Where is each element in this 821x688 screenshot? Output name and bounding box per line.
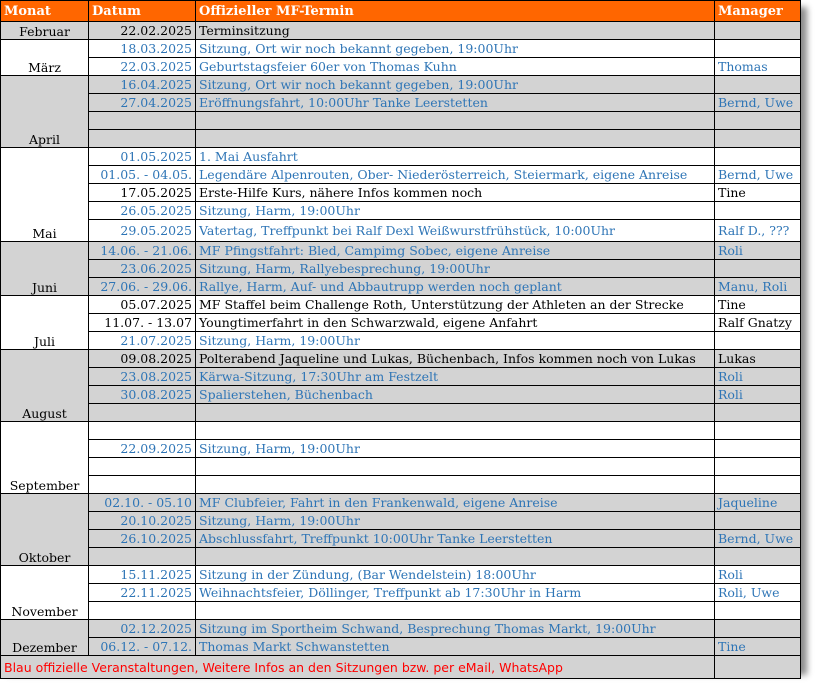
footer-row xyxy=(1,656,801,679)
date-cell: 30.08.2025 xyxy=(89,386,196,404)
event-cell: 1. Mai Ausfahrt xyxy=(196,148,715,166)
manager-cell: Manu, Roli xyxy=(715,278,801,296)
header-row xyxy=(1,1,801,22)
schedule-body xyxy=(1,22,801,656)
manager-cell xyxy=(715,202,801,220)
date-cell: 21.07.2025 xyxy=(89,332,196,350)
event-cell: Thomas Markt Schwanstetten xyxy=(196,638,715,656)
month-cell: Oktober xyxy=(1,494,89,566)
manager-cell: Bernd, Uwe xyxy=(715,530,801,548)
manager-cell: Ralf Gnatzy xyxy=(715,314,801,332)
manager-cell xyxy=(715,260,801,278)
event-row xyxy=(1,148,801,166)
event-cell xyxy=(196,112,715,130)
manager-cell: Roli xyxy=(715,368,801,386)
month-cell: November xyxy=(1,566,89,620)
month-cell: Dezember xyxy=(1,620,89,656)
date-cell xyxy=(89,476,196,494)
manager-cell: Ralf D., ??? xyxy=(715,220,801,242)
manager-cell xyxy=(715,458,801,476)
event-cell: Sitzung, Ort wir noch bekannt gegeben, 19:00Uhr xyxy=(196,76,715,94)
date-cell: 14.06. - 21.06. xyxy=(89,242,196,260)
date-cell: 22.09.2025 xyxy=(89,440,196,458)
manager-cell: Roli, Uwe xyxy=(715,584,801,602)
event-row xyxy=(1,602,801,620)
date-cell xyxy=(89,422,196,440)
date-cell: 01.05.2025 xyxy=(89,148,196,166)
date-cell: 26.05.2025 xyxy=(89,202,196,220)
event-row xyxy=(1,404,801,422)
event-cell: Geburtstagsfeier 60er von Thomas Kuhn xyxy=(196,58,715,76)
event-row xyxy=(1,278,801,296)
manager-cell xyxy=(715,548,801,566)
event-row xyxy=(1,332,801,350)
event-cell: Eröffnungsfahrt, 10:00Uhr Tanke Leerstetten xyxy=(196,94,715,112)
event-row xyxy=(1,638,801,656)
event-row xyxy=(1,22,801,40)
date-cell: 27.04.2025 xyxy=(89,94,196,112)
header-termin: Offizieller MF-Termin xyxy=(196,1,715,22)
event-row xyxy=(1,512,801,530)
event-cell xyxy=(196,476,715,494)
event-cell: Sitzung, Harm, 19:00Uhr xyxy=(196,440,715,458)
manager-cell: Bernd, Uwe xyxy=(715,166,801,184)
manager-cell: Jaqueline xyxy=(715,494,801,512)
manager-cell: Bernd, Uwe xyxy=(715,94,801,112)
event-cell: Rallye, Harm, Auf- und Abbautrupp werden noch geplant xyxy=(196,278,715,296)
event-row xyxy=(1,242,801,260)
manager-cell: Tine xyxy=(715,184,801,202)
event-row xyxy=(1,386,801,404)
month-cell: Mai xyxy=(1,148,89,242)
manager-cell xyxy=(715,76,801,94)
manager-cell: Roli xyxy=(715,242,801,260)
date-cell: 17.05.2025 xyxy=(89,184,196,202)
event-cell: Spalierstehen, Büchenbach xyxy=(196,386,715,404)
manager-cell xyxy=(715,40,801,58)
manager-cell xyxy=(715,476,801,494)
header-manager: Manager xyxy=(715,1,801,22)
event-row xyxy=(1,548,801,566)
event-row xyxy=(1,476,801,494)
event-cell xyxy=(196,130,715,148)
event-row xyxy=(1,166,801,184)
manager-cell xyxy=(715,22,801,40)
event-row xyxy=(1,296,801,314)
month-cell: April xyxy=(1,76,89,148)
manager-cell xyxy=(715,112,801,130)
date-cell: 22.11.2025 xyxy=(89,584,196,602)
event-row xyxy=(1,530,801,548)
date-cell: 15.11.2025 xyxy=(89,566,196,584)
manager-cell: Thomas xyxy=(715,58,801,76)
manager-cell: Lukas xyxy=(715,350,801,368)
date-cell xyxy=(89,458,196,476)
date-cell: 20.10.2025 xyxy=(89,512,196,530)
event-row xyxy=(1,260,801,278)
event-cell xyxy=(196,548,715,566)
manager-cell xyxy=(715,440,801,458)
event-cell: MF Clubfeier, Fahrt in den Frankenwald, eigene Anreise xyxy=(196,494,715,512)
manager-cell xyxy=(715,620,801,638)
date-cell: 18.03.2025 xyxy=(89,40,196,58)
month-cell: September xyxy=(1,422,89,494)
event-row xyxy=(1,368,801,386)
manager-cell xyxy=(715,332,801,350)
date-cell: 02.12.2025 xyxy=(89,620,196,638)
event-cell: Sitzung, Ort wir noch bekannt gegeben, 19:00Uhr xyxy=(196,40,715,58)
date-cell xyxy=(89,548,196,566)
date-cell: 11.07. - 13.07 xyxy=(89,314,196,332)
month-cell: März xyxy=(1,40,89,76)
event-cell: Sitzung im Sportheim Schwand, Besprechung Thomas Markt, 19:00Uhr xyxy=(196,620,715,638)
header-monat: Monat xyxy=(1,1,89,22)
footer-note: Blau offizielle Veranstaltungen, Weitere Infos an den Sitzungen bzw. per eMail, WhatsApp xyxy=(1,656,715,679)
event-cell: Sitzung, Harm, 19:00Uhr xyxy=(196,332,715,350)
date-cell: 23.08.2025 xyxy=(89,368,196,386)
date-cell: 22.03.2025 xyxy=(89,58,196,76)
event-cell: Terminsitzung xyxy=(196,22,715,40)
date-cell xyxy=(89,404,196,422)
event-row xyxy=(1,40,801,58)
event-row xyxy=(1,76,801,94)
manager-cell: Tine xyxy=(715,296,801,314)
event-cell: Sitzung, Harm, 19:00Uhr xyxy=(196,512,715,530)
date-cell: 06.12. - 07.12. xyxy=(89,638,196,656)
event-row xyxy=(1,202,801,220)
date-cell: 26.10.2025 xyxy=(89,530,196,548)
manager-cell: Roli xyxy=(715,566,801,584)
event-row xyxy=(1,314,801,332)
event-cell: Legendäre Alpenrouten, Ober- Niederösterreich, Steiermark, eigene Anreise xyxy=(196,166,715,184)
date-cell: 01.05. - 04.05. xyxy=(89,166,196,184)
date-cell: 09.08.2025 xyxy=(89,350,196,368)
manager-cell: Tine xyxy=(715,638,801,656)
event-cell: Weihnachtsfeier, Döllinger, Treffpunkt ab 17:30Uhr in Harm xyxy=(196,584,715,602)
event-row xyxy=(1,220,801,242)
event-cell: Erste-Hilfe Kurs, nähere Infos kommen noch xyxy=(196,184,715,202)
date-cell xyxy=(89,112,196,130)
event-cell: Abschlussfahrt, Treffpunkt 10:00Uhr Tanke Leerstetten xyxy=(196,530,715,548)
event-row xyxy=(1,350,801,368)
event-row xyxy=(1,112,801,130)
event-cell: Vatertag, Treffpunkt bei Ralf Dexl Weißwurstfrühstück, 10:00Uhr xyxy=(196,220,715,242)
event-cell: Youngtimerfahrt in den Schwarzwald, eigene Anfahrt xyxy=(196,314,715,332)
event-cell: Sitzung, Harm, Rallyebesprechung, 19:00Uhr xyxy=(196,260,715,278)
date-cell: 23.06.2025 xyxy=(89,260,196,278)
event-row xyxy=(1,184,801,202)
month-cell: Juli xyxy=(1,296,89,350)
manager-cell xyxy=(715,602,801,620)
month-cell: Juni xyxy=(1,242,89,296)
event-row xyxy=(1,620,801,638)
date-cell: 22.02.2025 xyxy=(89,22,196,40)
date-cell: 05.07.2025 xyxy=(89,296,196,314)
footer-empty-cell xyxy=(715,656,801,679)
manager-cell: Roli xyxy=(715,386,801,404)
event-cell: MF Pfingstfahrt: Bled, Campimg Sobec, eigene Anreise xyxy=(196,242,715,260)
event-row xyxy=(1,94,801,112)
event-cell xyxy=(196,602,715,620)
event-cell xyxy=(196,458,715,476)
date-cell xyxy=(89,602,196,620)
event-cell xyxy=(196,404,715,422)
date-cell xyxy=(89,130,196,148)
date-cell: 16.04.2025 xyxy=(89,76,196,94)
manager-cell xyxy=(715,130,801,148)
event-row xyxy=(1,584,801,602)
event-row xyxy=(1,58,801,76)
date-cell: 02.10. - 05.10 xyxy=(89,494,196,512)
manager-cell xyxy=(715,404,801,422)
event-row xyxy=(1,130,801,148)
event-row xyxy=(1,422,801,440)
manager-cell xyxy=(715,512,801,530)
event-row xyxy=(1,440,801,458)
event-cell: Polterabend Jaqueline und Lukas, Büchenbach, Infos kommen noch von Lukas xyxy=(196,350,715,368)
date-cell: 29.05.2025 xyxy=(89,220,196,242)
month-cell: Februar xyxy=(1,22,89,40)
date-cell: 27.06. - 29.06. xyxy=(89,278,196,296)
event-cell: MF Staffel beim Challenge Roth, Unterstützung der Athleten an der Strecke xyxy=(196,296,715,314)
event-cell xyxy=(196,422,715,440)
event-cell: Kärwa-Sitzung, 17:30Uhr am Festzelt xyxy=(196,368,715,386)
event-row xyxy=(1,494,801,512)
header-datum: Datum xyxy=(89,1,196,22)
event-cell: Sitzung in der Zündung, (Bar Wendelstein) 18:00Uhr xyxy=(196,566,715,584)
event-row xyxy=(1,566,801,584)
manager-cell xyxy=(715,148,801,166)
manager-cell xyxy=(715,422,801,440)
event-cell: Sitzung, Harm, 19:00Uhr xyxy=(196,202,715,220)
month-cell: August xyxy=(1,350,89,422)
event-row xyxy=(1,458,801,476)
